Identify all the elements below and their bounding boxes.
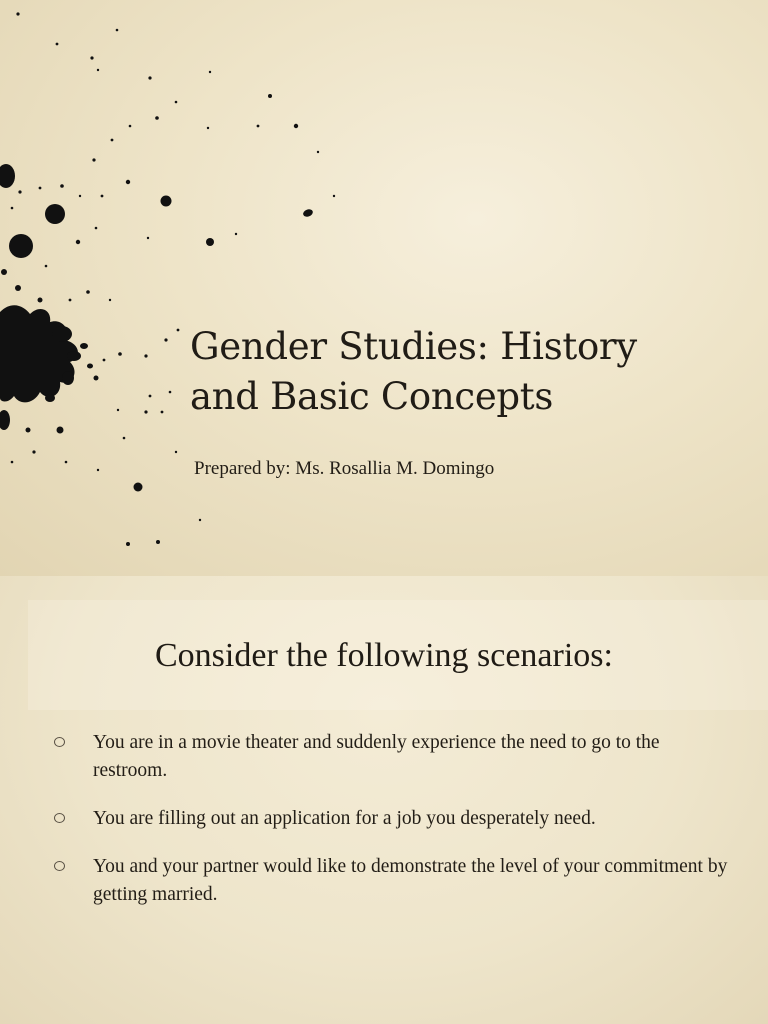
list-item-text: You are filling out an application for a job you desperately need. bbox=[93, 808, 596, 829]
slide-heading: Consider the following scenarios: bbox=[155, 637, 613, 674]
list-item bbox=[52, 729, 732, 785]
hollow-circle-bullet-icon bbox=[54, 737, 65, 747]
scenarios-slide bbox=[0, 576, 768, 1024]
ink-splatter-decoration bbox=[0, 0, 360, 576]
title-line-2: and Basic Concepts bbox=[190, 375, 554, 418]
scenario-list bbox=[52, 729, 732, 929]
slide-title bbox=[190, 322, 750, 422]
title-line-1: Gender Studies: History bbox=[190, 325, 637, 368]
hollow-circle-bullet-icon bbox=[54, 861, 65, 871]
presenter-credit: Prepared by: Ms. Rosallia M. Domingo bbox=[194, 458, 495, 479]
hollow-circle-bullet-icon bbox=[54, 813, 65, 823]
list-item bbox=[52, 853, 732, 909]
list-item-text: You and your partner would like to demonstrate the level of your commitment by getting married. bbox=[93, 856, 728, 905]
list-item-text: You are in a movie theater and suddenly experience the need to go to the restroom. bbox=[93, 732, 660, 781]
list-item bbox=[52, 805, 732, 833]
